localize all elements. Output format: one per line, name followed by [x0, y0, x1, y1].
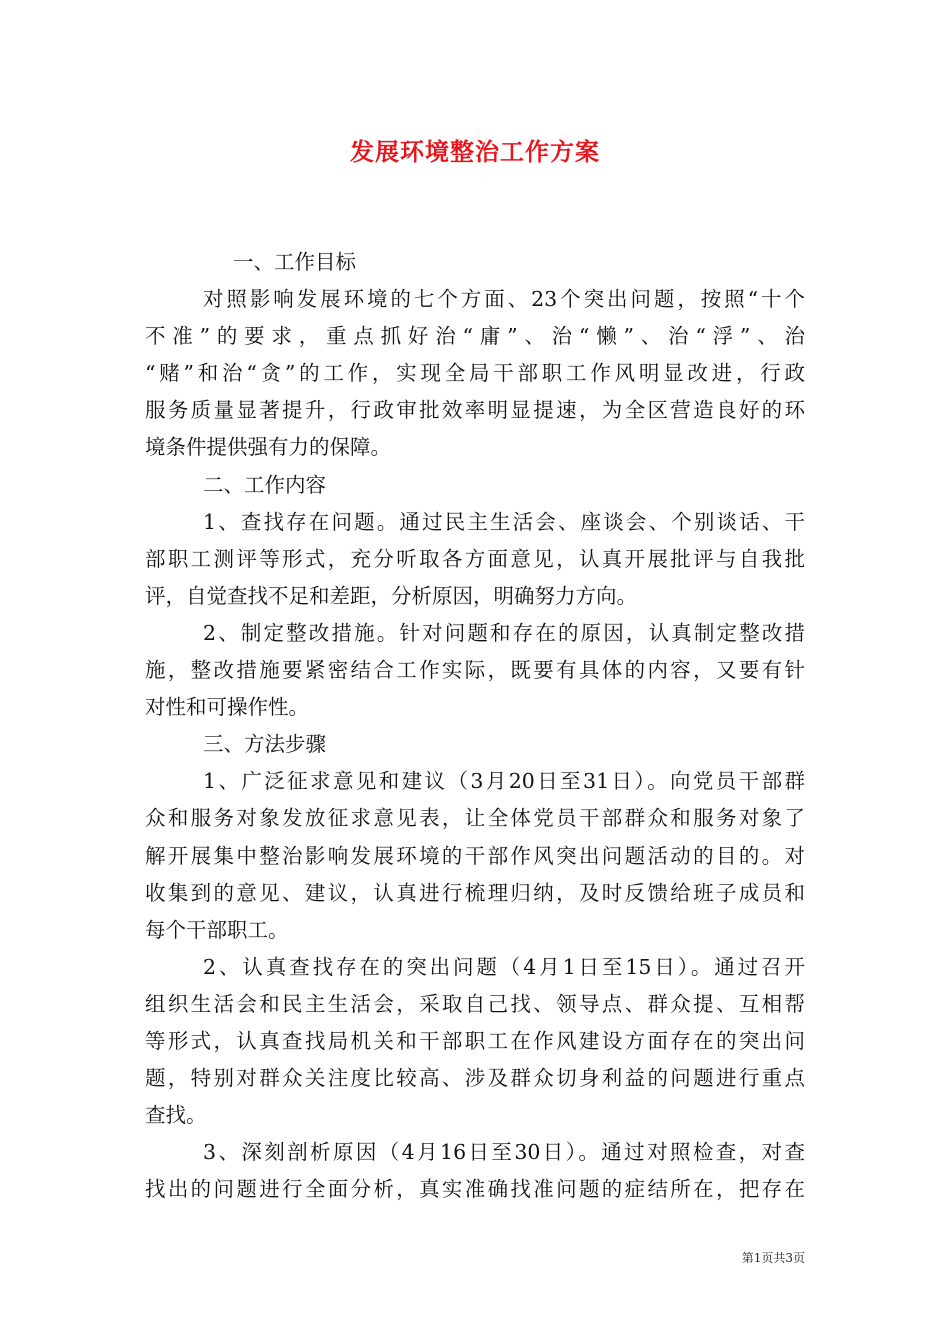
text-line: 1、广泛征求意见和建议（3月20日至31日）。向党员干部群 — [203, 769, 805, 794]
text-line: 每个干部职工。 — [145, 917, 289, 942]
text-line: 三、方法步骤 — [203, 732, 326, 757]
text-line: 3、深刻剖析原因（4月16日至30日）。通过对照检查，对查 — [203, 1140, 805, 1165]
text-line: “赌”和治“贪”的工作，实现全局干部职工作风明显改进，行政 — [145, 361, 805, 386]
text-line: 题，特别对群众关注度比较高、涉及群众切身利益的问题进行重点 — [145, 1066, 805, 1091]
text-line: 找出的问题进行全面分析，真实准确找准问题的症结所在，把存在 — [145, 1177, 805, 1202]
text-line: 评，自觉查找不足和差距，分析原因，明确努力方向。 — [145, 583, 637, 608]
text-line: 解开展集中整治影响发展环境的干部作风突出问题活动的目的。对 — [145, 843, 805, 868]
document-body — [145, 244, 805, 1208]
text-line: 不准”的要求，重点抓好治“庸”、治“懒”、治“浮”、治 — [145, 324, 805, 349]
text-line: 2、认真查找存在的突出问题（4月1日至15日）。通过召开 — [203, 954, 805, 979]
text-line: 1、查找存在问题。通过民主生活会、座谈会、个别谈话、干 — [203, 509, 805, 534]
text-line: 境条件提供强有力的保障。 — [145, 435, 391, 460]
text-line: 服务质量显著提升，行政审批效率明显提速，为全区营造良好的环 — [145, 398, 805, 423]
text-line: 一、工作目标 — [233, 250, 356, 274]
text-line: 2、制定整改措施。针对问题和存在的原因，认真制定整改措 — [203, 620, 805, 645]
text-line: 施，整改措施要紧密结合工作实际，既要有具体的内容，又要有针 — [145, 658, 805, 683]
text-line: 组织生活会和民主生活会，采取自己找、领导点、群众提、互相帮 — [145, 991, 805, 1016]
text-line: 查找。 — [145, 1103, 207, 1128]
page-number: 第1页共3页 — [741, 1251, 805, 1265]
text-line: 众和服务对象发放征求意见表，让全体党员干部群众和服务对象了 — [145, 806, 805, 831]
text-line: 部职工测评等形式，充分听取各方面意见，认真开展批评与自我批 — [145, 546, 805, 571]
text-line: 二、工作内容 — [203, 472, 326, 497]
document-title: 发展环境整治工作方案 — [350, 137, 600, 166]
text-line: 对照影响发展环境的七个方面、23个突出问题，按照“十个 — [203, 287, 805, 312]
text-line: 对性和可操作性。 — [145, 695, 309, 720]
text-line: 等形式，认真查找局机关和干部职工在作风建设方面存在的突出问 — [145, 1028, 805, 1053]
text-line: 收集到的意见、建议，认真进行梳理归纳，及时反馈给班子成员和 — [145, 880, 805, 905]
